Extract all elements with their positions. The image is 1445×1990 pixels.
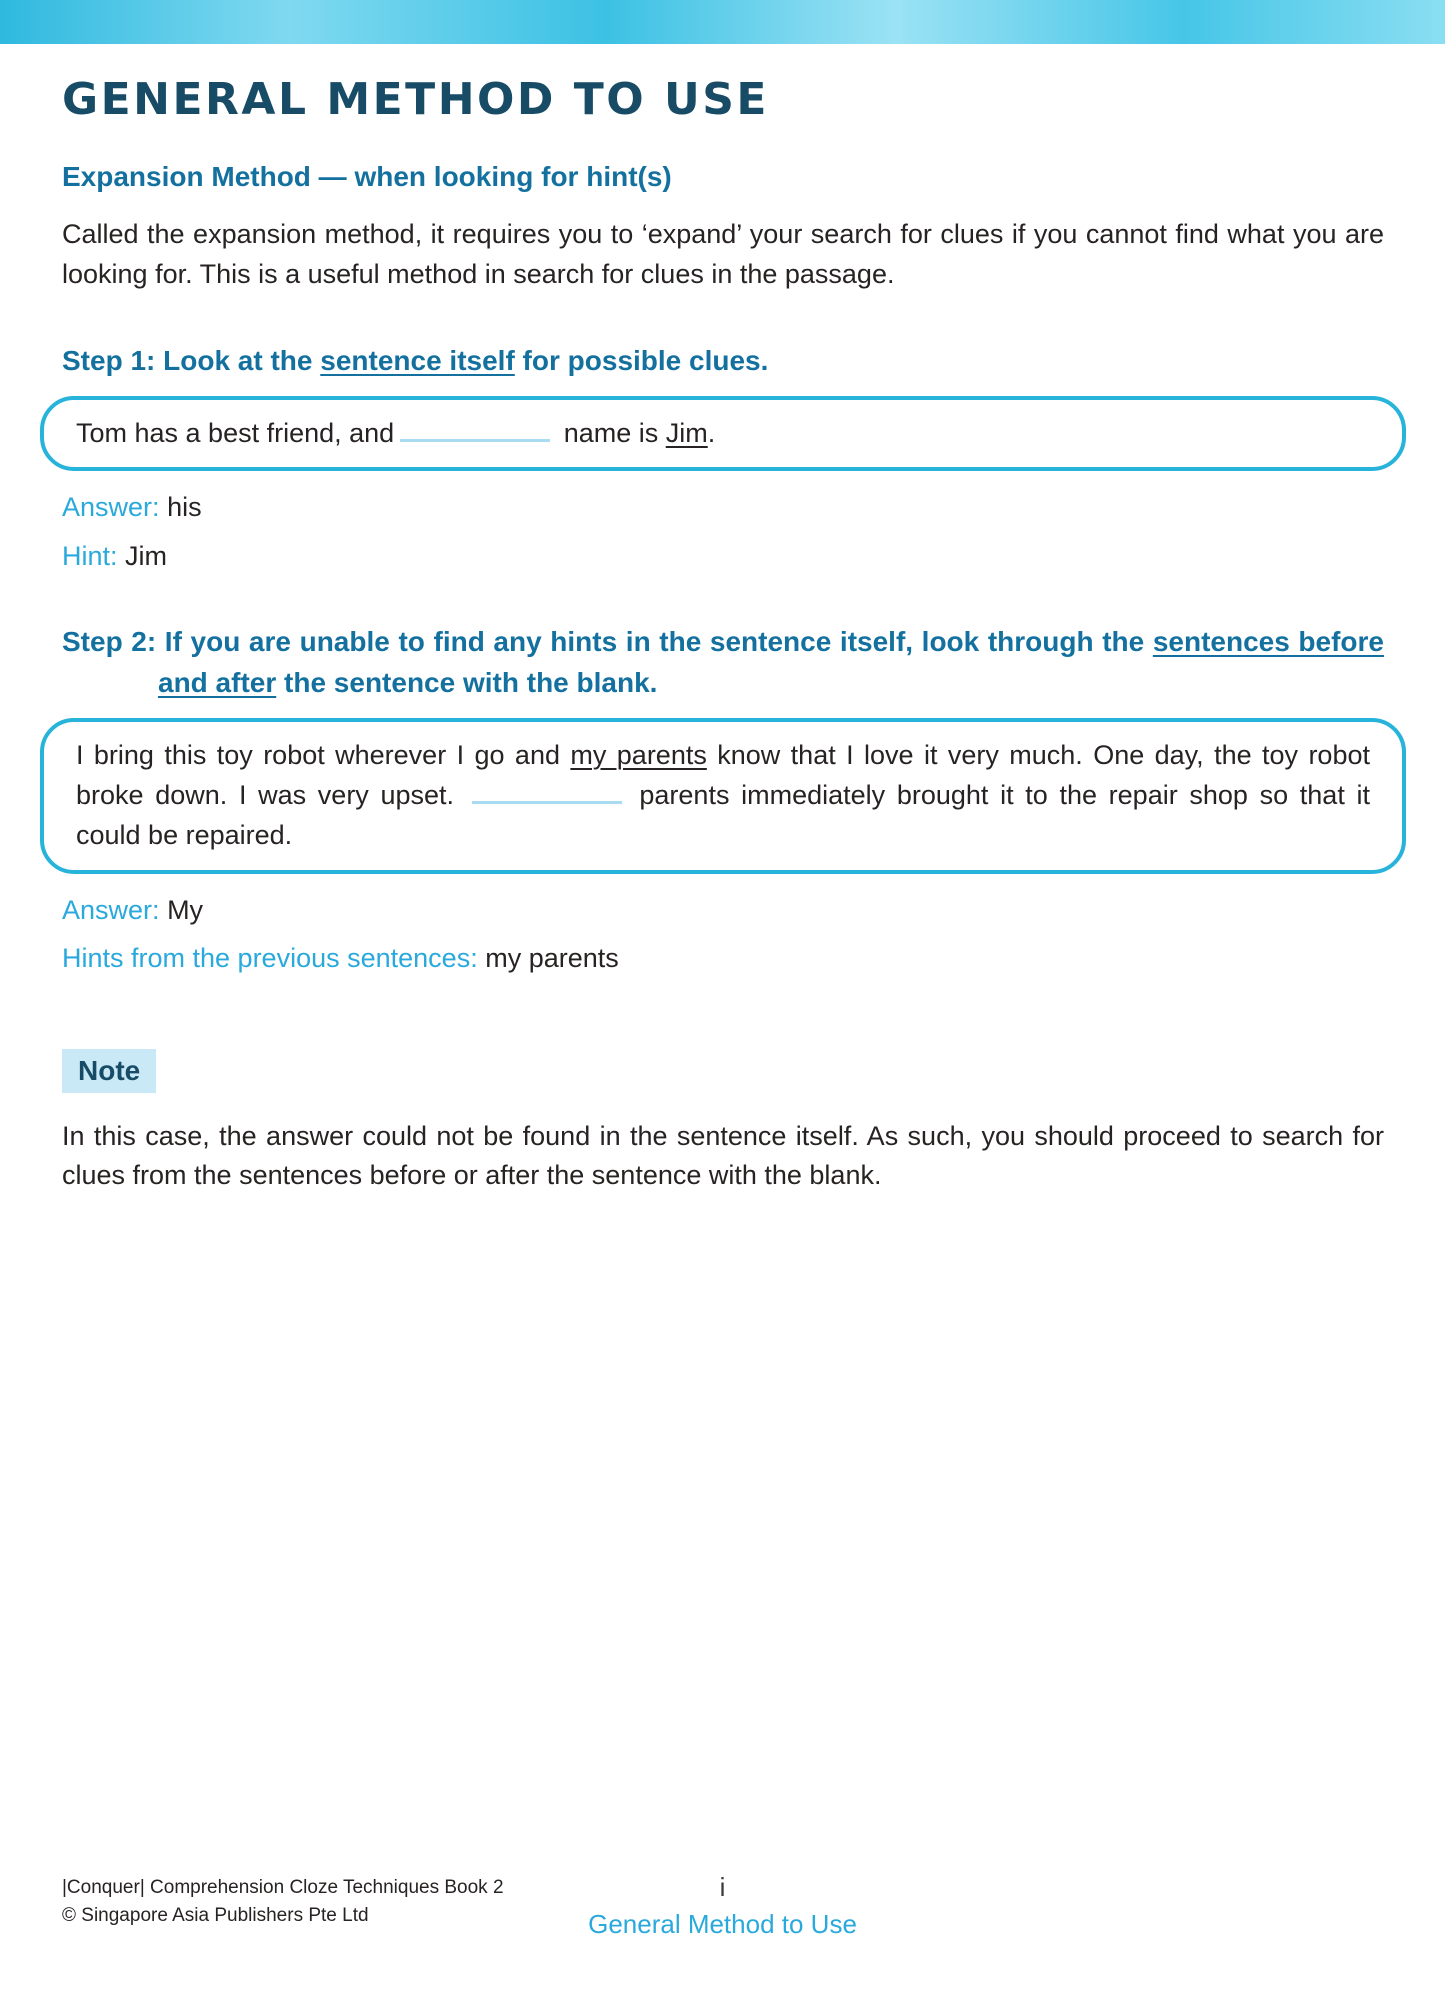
hints-value: my parents (485, 943, 619, 973)
step1-block (62, 341, 1384, 577)
example-sentence-2 (76, 736, 1370, 856)
step2-heading (62, 622, 1384, 703)
footer-section-name: General Method to Use (588, 1909, 857, 1939)
answer-label: Answer: (62, 492, 160, 523)
step2-hints-row (62, 938, 1384, 979)
step2-text-after: the sentence with the blank. (276, 667, 658, 699)
hints-label: Hints from the previous sentences: (62, 943, 478, 973)
example1-text-1: Tom has a best friend, and (76, 417, 395, 448)
answer-label: Answer: (62, 894, 160, 925)
page-number: i (719, 1872, 726, 1902)
section-heading: Expansion Method — when looking for hint(s) (62, 161, 672, 192)
example2-hint-phrase: my parents (570, 739, 707, 770)
step2-text-before: Step 2: If you are unable to find any hints in the sentence itself, look through the (62, 626, 1153, 658)
step1-hint-row (62, 536, 1384, 577)
blank-line (472, 777, 622, 804)
example2-text-1: I bring this toy robot wherever I go and (76, 739, 571, 770)
example-box-step1 (40, 396, 1406, 472)
answer-value: his (167, 492, 202, 523)
example1-period: . (707, 417, 716, 448)
footer-book-credit (62, 1874, 504, 1929)
note-badge: Note (62, 1049, 156, 1093)
step2-answer-row (62, 890, 1384, 931)
step1-text-after: for possible clues. (514, 344, 769, 376)
footer-publisher: © Singapore Asia Publishers Pte Ltd (62, 1904, 369, 1926)
step1-underlined-phrase: sentence itself (320, 344, 515, 376)
note-paragraph: In this case, the answer could not be found in the sentence itself. As such, you should proceed to search for clues from the sentences before or after the sentence with the blank. (62, 1120, 1384, 1191)
hint-label: Hint: (62, 540, 118, 571)
step1-heading (62, 341, 1384, 382)
footer-book-title: |Conquer| Comprehension Cloze Techniques Book 2 (62, 1877, 504, 1898)
example2-text-2: know that I love it very much. One day, the toy robot broke down. I was very upset. (76, 739, 1370, 810)
page-content (62, 74, 1384, 1196)
example-sentence-1 (76, 414, 1370, 454)
step2-block (62, 622, 1384, 978)
example1-hint-word: Jim (665, 417, 708, 448)
intro-paragraph: Called the expansion method, it requires you to ‘expand’ your search for clues if you cannot find what you are looking for. This is a useful method in search for clues in the passage. (62, 219, 1384, 289)
example2-text-3: parents immediately brought it to the repair shop so that it could be repaired. (76, 779, 1371, 850)
hint-value: Jim (125, 540, 168, 571)
example-box-step2 (40, 718, 1406, 874)
page-title: GENERAL METHOD TO USE (62, 74, 769, 125)
step1-text-before: Step 1: Look at the (62, 344, 321, 376)
top-banner (0, 0, 1445, 44)
example1-text-2: name is (556, 417, 666, 448)
answer-value: My (167, 894, 204, 925)
step2-underlined-phrase: sentences before and after (158, 626, 1384, 699)
step1-answer-row (62, 487, 1384, 528)
blank-line (400, 415, 550, 442)
